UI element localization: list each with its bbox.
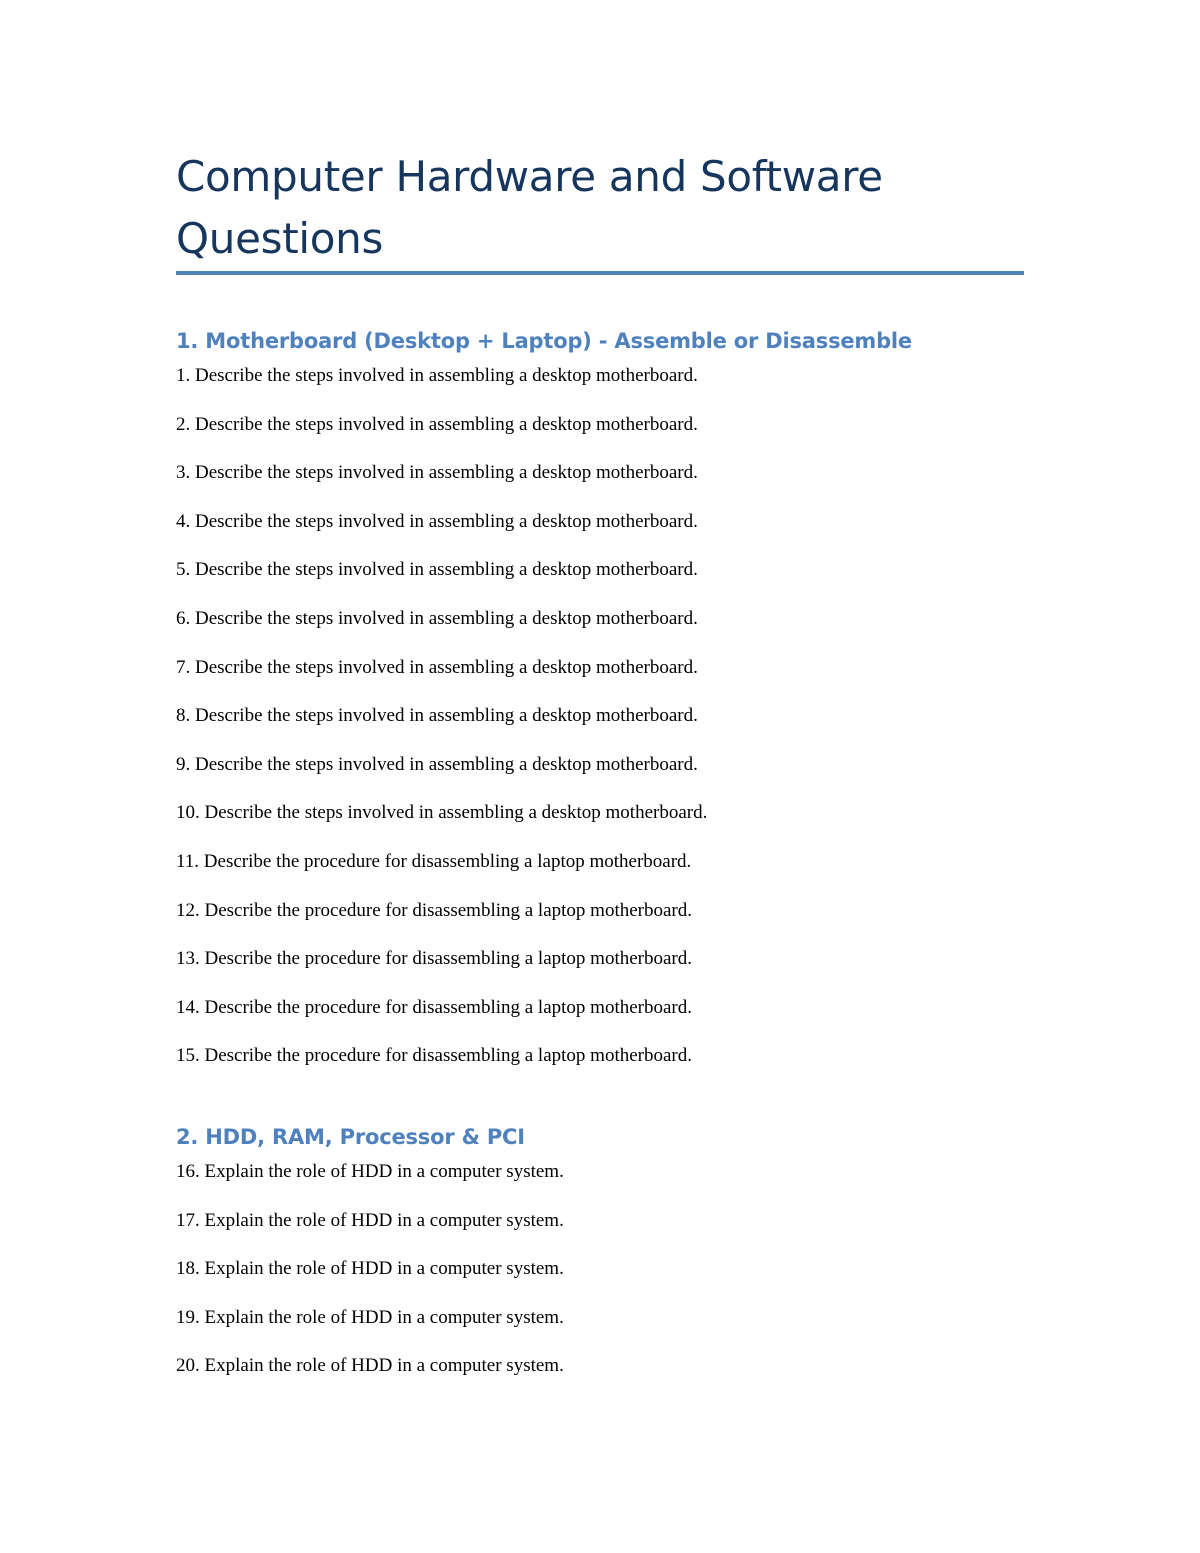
question-item: 4. Describe the steps involved in assembling a desktop motherboard.: [176, 510, 698, 532]
question-item: 1. Describe the steps involved in assembling a desktop motherboard.: [176, 365, 698, 386]
question-item: 11. Describe the procedure for disassembling a laptop motherboard.: [176, 850, 692, 872]
question-item: 9. Describe the steps involved in assembling a desktop motherboard.: [176, 753, 698, 775]
question-item: 10. Describe the steps involved in assembling a desktop motherboard.: [176, 802, 708, 824]
section-heading: 2. HDD, RAM, Processor & PCI: [176, 1125, 525, 1149]
question-item: 17. Explain the role of HDD in a computer system.: [176, 1209, 564, 1231]
question-item: 3. Describe the steps involved in assembling a desktop motherboard.: [176, 462, 698, 484]
title-underline-rule: [176, 271, 1024, 275]
document-title: Computer Hardware and Software Questions: [176, 152, 883, 263]
section-heading: 1. Motherboard (Desktop + Laptop) - Assemble or Disassemble: [176, 329, 912, 353]
question-item: 7. Describe the steps involved in assembling a desktop motherboard.: [176, 656, 698, 678]
question-item: 15. Describe the procedure for disassembling a laptop motherboard.: [176, 1045, 693, 1067]
question-item: 20. Explain the role of HDD in a computer system.: [176, 1355, 564, 1377]
question-item: 5. Describe the steps involved in assembling a desktop motherboard.: [176, 559, 698, 581]
question-item: 13. Describe the procedure for disassembling a laptop motherboard.: [176, 948, 693, 970]
question-item: 19. Explain the role of HDD in a computer system.: [176, 1306, 564, 1328]
question-item: 14. Describe the procedure for disassembling a laptop motherboard.: [176, 996, 693, 1018]
question-list: [176, 1153, 1024, 1396]
question-item: 8. Describe the steps involved in assembling a desktop motherboard.: [176, 705, 698, 727]
section-hdd-ram-processor-pci: [176, 1121, 1024, 1396]
question-item: 2. Describe the steps involved in assembling a desktop motherboard.: [176, 413, 698, 435]
section-motherboard: [176, 325, 1024, 1086]
question-item: 16. Explain the role of HDD in a computer system.: [176, 1161, 564, 1182]
question-list: [176, 357, 1024, 1086]
question-item: 6. Describe the steps involved in assembling a desktop motherboard.: [176, 607, 698, 629]
question-item: 18. Explain the role of HDD in a computer system.: [176, 1258, 564, 1280]
question-item: 12. Describe the procedure for disassembling a laptop motherboard.: [176, 899, 693, 921]
